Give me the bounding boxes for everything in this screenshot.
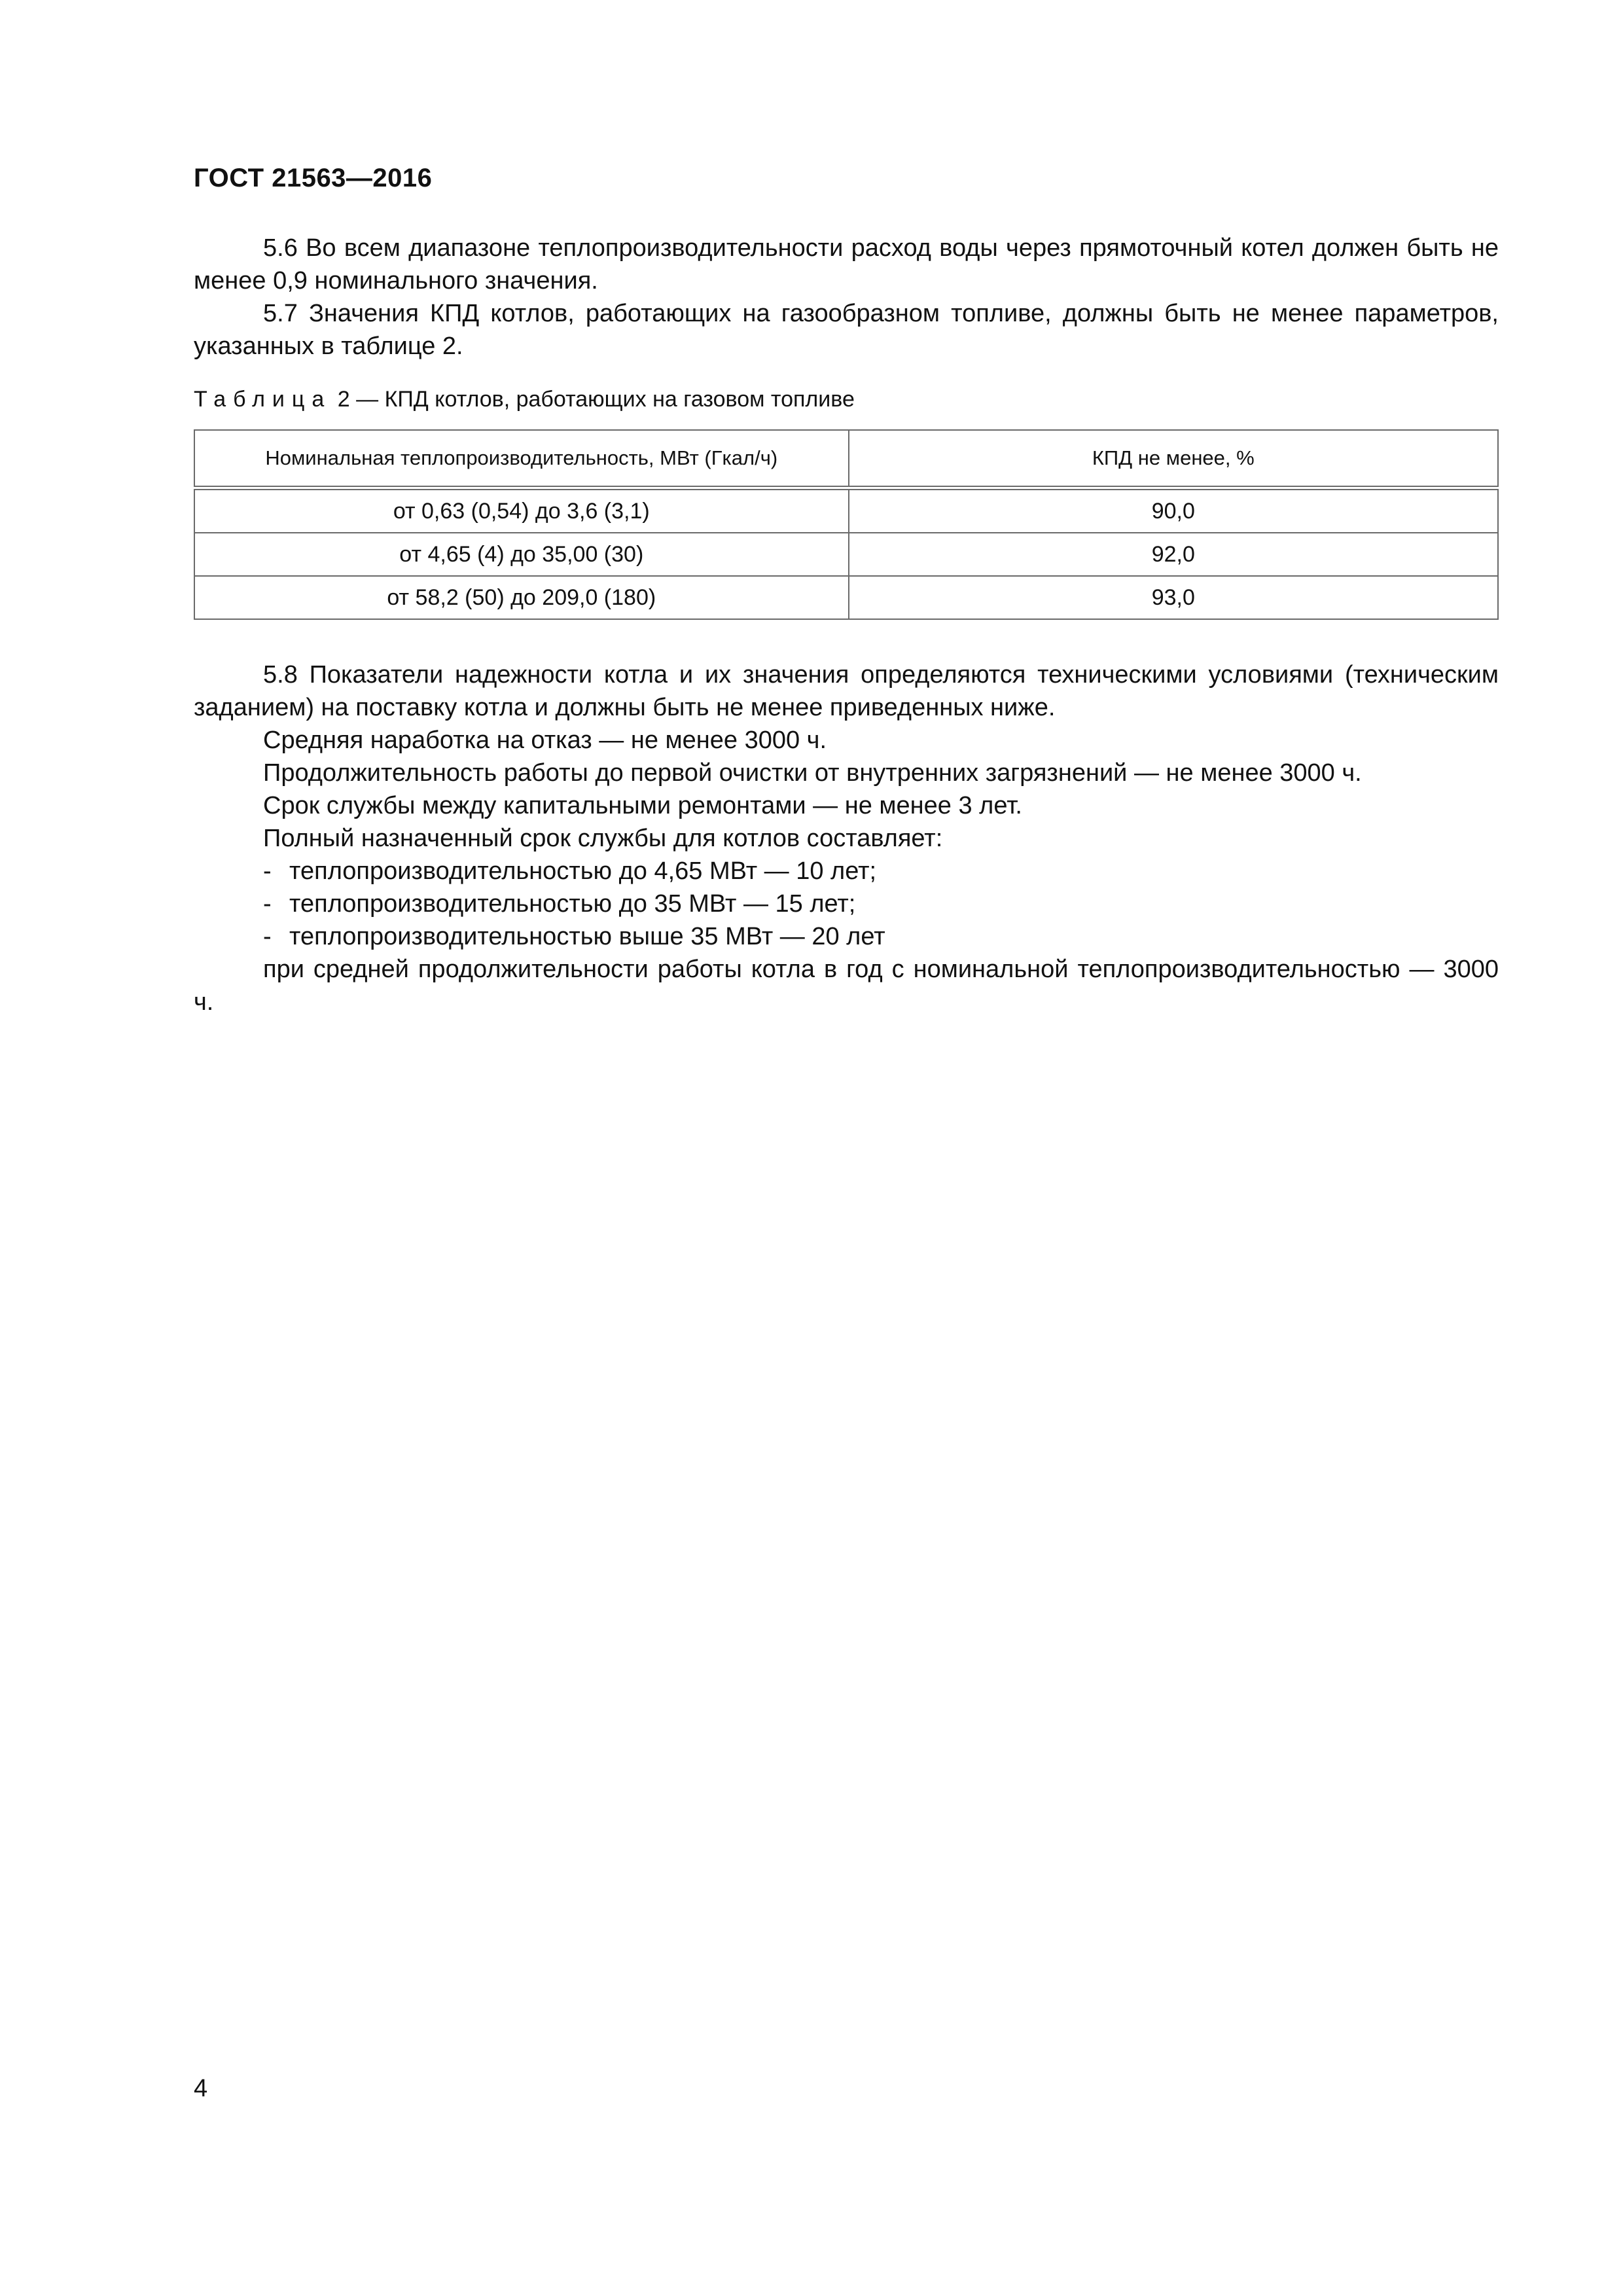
table-row xyxy=(194,533,1498,576)
paragraph-5-8: 5.8 Показатели надежности котла и их значения определяются техническими условиями (техническим заданием) на поставку котла и должны быть не менее приведенных ниже. xyxy=(194,661,1499,721)
text-line: Срок службы между капитальными ремонтами — не менее 3 лет. xyxy=(263,792,1022,819)
cell-efficiency: 90,0 xyxy=(849,488,1498,533)
efficiency-table xyxy=(194,429,1499,620)
header-capacity: Номинальная теплопроизводительность, МВт (Гкал/ч) xyxy=(194,430,849,488)
table-caption-label: Таблица xyxy=(194,387,332,412)
paragraph-5-6: 5.6 Во всем диапазоне теплопроизводительности расход воды через прямоточный котел должен быть не менее 0,9 номинального значения. xyxy=(194,234,1499,295)
table-row xyxy=(194,576,1498,619)
cell-capacity: от 0,63 (0,54) до 3,6 (3,1) xyxy=(194,488,849,533)
table-header-row xyxy=(194,430,1498,488)
list-item-text: теплопроизводительностью до 35 МВт — 15 лет; xyxy=(289,890,856,918)
list-item xyxy=(194,920,1499,953)
table-caption xyxy=(194,385,855,414)
paragraph-5-7: 5.7 Значения КПД котлов, работающих на газообразном топливе, должны быть не менее параметров, указанных в таблице 2. xyxy=(194,300,1499,360)
reliability-section xyxy=(194,658,1499,1018)
text-line: Продолжительность работы до первой очистки от внутренних загрязнений — не менее 3000 ч. xyxy=(263,759,1362,787)
bullet-marker: - xyxy=(263,890,272,918)
document-code: ГОСТ 21563—2016 xyxy=(194,164,433,192)
text-line: Полный назначенный срок службы для котлов составляет: xyxy=(263,825,943,852)
header-efficiency: КПД не менее, % xyxy=(849,430,1498,488)
table-caption-text: 2 — КПД котлов, работающих на газовом топливе xyxy=(337,387,855,412)
list-item-text: теплопроизводительностью до 4,65 МВт — 10 лет; xyxy=(289,857,877,885)
list-item xyxy=(194,855,1499,888)
list-item-text: теплопроизводительностью выше 35 МВт — 20 лет xyxy=(289,923,885,950)
cell-capacity: от 4,65 (4) до 35,00 (30) xyxy=(194,533,849,576)
page-number: 4 xyxy=(194,2075,208,2102)
list-item xyxy=(194,888,1499,920)
table-row xyxy=(194,488,1498,533)
cell-capacity: от 58,2 (50) до 209,0 (180) xyxy=(194,576,849,619)
text-line: Средняя наработка на отказ — не менее 3000 ч. xyxy=(263,726,827,754)
bullet-marker: - xyxy=(263,923,272,950)
bullet-marker: - xyxy=(263,857,272,885)
closing-paragraph: при средней продолжительности работы котла в год с номинальной теплопроизводительностью — 3000 ч. xyxy=(194,956,1499,1016)
intro-section xyxy=(194,232,1499,363)
cell-efficiency: 92,0 xyxy=(849,533,1498,576)
cell-efficiency: 93,0 xyxy=(849,576,1498,619)
